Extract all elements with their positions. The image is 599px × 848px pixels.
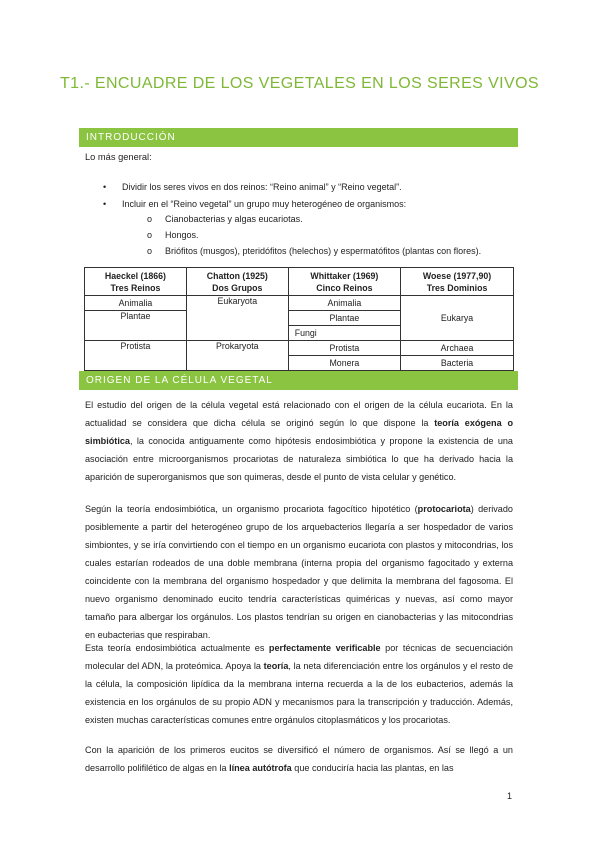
sub-list-item-text: Briófitos (musgos), pteridófitos (helechos) y espermatófitos (plantas con flores). — [165, 246, 482, 256]
table-header-cell: Chatton (1925) Dos Grupos — [186, 268, 288, 296]
sub-list-item-text: Cianobacterias y algas eucariotas. — [165, 214, 303, 224]
page-title: T1.- ENCUADRE DE LOS VEGETALES EN LOS SERES VIVOS — [60, 75, 539, 92]
table-header-cell: Haeckel (1866) Tres Reinos — [85, 268, 187, 296]
lead-text: Lo más general: — [85, 152, 152, 162]
bullet-marker: • — [103, 199, 107, 209]
bold-term: línea autótrofa — [229, 763, 292, 773]
table-cell: Animalia — [85, 296, 187, 311]
table-cell: Plantae — [288, 311, 400, 326]
paragraph: Según la teoría endosimbiótica, un organismo procariota fagocítico hipotético (protocariota) derivado posiblemente a partir del heterogéneo grupo de los arquebacterios llegaría a ser hospedador de varios simbiontes, y se iría convirtiendo con el tiempo en un organismo eucariota con plastos y mitocondrias, los cuales estarían rodeados de una doble membrana (interna propia del organismo fagocitado y externa coincidente con la membrana del organismo hospedador y que delimita la membrana del fagosoma. El nuevo organismo denominado eucito tendría características quiméricas y nuevas, así como mayor tamaño para albergar los orgánulos. Los plastos tendrían su origen en cianobacterias y las mitocondrias en eubacterias que respiraban. — [85, 504, 513, 640]
table-header-cell: Woese (1977,90) Tres Dominios — [401, 268, 514, 296]
page-number: 1 — [507, 791, 513, 801]
paragraph: El estudio del origen de la célula vegetal está relacionado con el origen de la célula eucariota. En la actualidad se considera que dicha célula se originó según lo que dispone la teoría exógena o simbiótica, la conocida antiguamente como hipótesis endosimbiótica y propone la existencia de una asociación entre microorganismos procariotas de naturaleza simbiótica lo que ha derivado hacia la aparición de superorganismos que son quimeras, desde el punto de vista celular y genético. — [85, 400, 513, 482]
table-cell: Protista — [288, 341, 400, 356]
table-cell: Bacteria — [401, 356, 514, 371]
classification-table — [84, 267, 514, 371]
table-cell: Animalia — [288, 296, 400, 311]
table-row — [85, 296, 514, 311]
sub-bullet-marker: o — [147, 230, 153, 240]
bold-term: perfectamente verificable — [268, 643, 381, 653]
table-cell: Fungi — [288, 326, 400, 341]
table-row — [85, 341, 514, 356]
bullet-marker: • — [103, 182, 107, 192]
table-cell: Prokaryota — [186, 341, 288, 371]
table-cell: Archaea — [401, 341, 514, 356]
table-cell: Protista — [85, 341, 187, 371]
bold-term: protocariota — [417, 504, 471, 514]
table-cell: Monera — [288, 356, 400, 371]
list-item-text: Dividir los seres vivos en dos reinos: “Reino animal” y “Reino vegetal”. — [122, 182, 402, 192]
sub-list-item-text: Hongos. — [165, 230, 199, 240]
table-header-cell: Whittaker (1969) Cinco Reinos — [288, 268, 400, 296]
table-cell: Plantae — [85, 311, 187, 341]
section-header-introduccion: INTRODUCCIÓN — [79, 128, 518, 147]
paragraph: Esta teoría endosimbiótica actualmente es perfectamente verificable por técnicas de secuenciación molecular del ADN, la proteómica. Apoya la teoría, la neta diferenciación entre los orgánulos y el resto de la célula, la composición lipídica da la membrana interna recuerda a la de los eubacterios, además la existencia en los orgánulos de su propio ADN y mecanismos para la transcripción y traducción. Además, existen muchas características comunes entre orgánulos citoplasmáticos y los procariotas. — [85, 643, 513, 725]
table-cell: Eukaryota — [186, 296, 288, 341]
list-item-text: Incluir en el “Reino vegetal” un grupo muy heterogéneo de organismos: — [122, 199, 407, 209]
paragraph: Con la aparición de los primeros eucitos se diversificó el número de organismos. Así se llegó a un desarrollo polifilético de algas en la línea autótrofa que conduciría hacia las plantas, en las — [85, 745, 513, 773]
bold-term: teoría exógena o simbiótica — [85, 418, 513, 446]
table-cell: Eukarya — [401, 296, 514, 341]
table-header-row — [85, 268, 514, 296]
sub-bullet-marker: o — [147, 246, 153, 256]
section-header-origen: ORIGEN DE LA CÉLULA VEGETAL — [79, 371, 518, 390]
sub-bullet-marker: o — [147, 214, 153, 224]
bold-term: teoría — [263, 661, 289, 671]
